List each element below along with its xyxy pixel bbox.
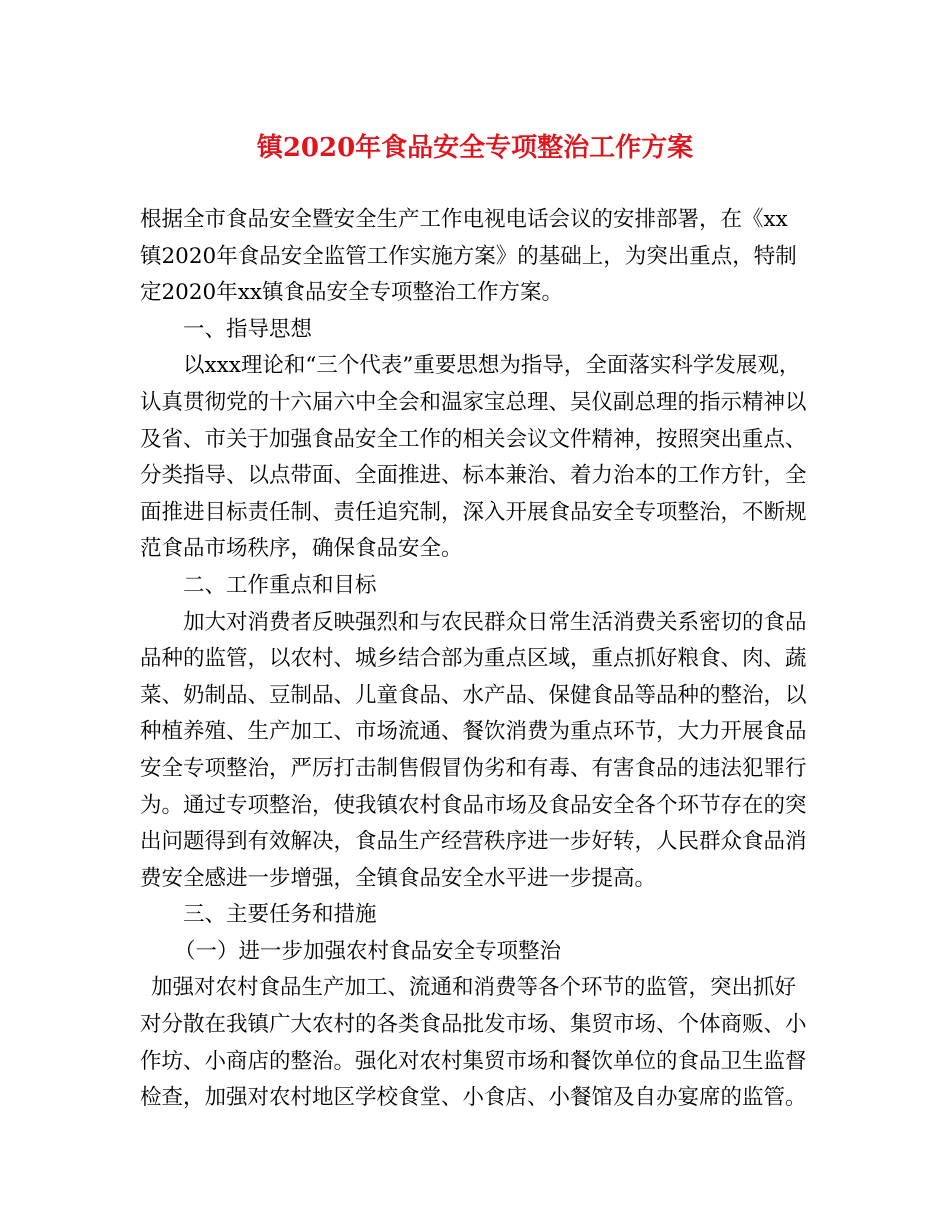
section-heading: 一、指导思想: [183, 316, 313, 342]
paragraph-line: 面推进目标责任制、责任追究制，深入开展食品安全专项整治，不断规: [140, 499, 807, 525]
paragraph-line: 出问题得到有效解决，食品生产经营秩序进一步好转，人民群众食品消: [140, 829, 807, 855]
paragraph-line: 及省、市关于加强食品安全工作的相关会议文件精神，按照突出重点、: [140, 426, 807, 452]
paragraph-line: 种植养殖、生产加工、市场流通、餐饮消费为重点环节，大力开展食品: [140, 719, 807, 745]
paragraph-line: 作坊、小商店的整治。强化对农村集贸市场和餐饮单位的食品卫生监督: [140, 1048, 807, 1074]
document-title: 镇2020年食品安全专项整治工作方案: [256, 133, 694, 163]
paragraph-line: 分类指导、以点带面、全面推进、标本兼治、着力治本的工作方针，全: [140, 463, 807, 489]
paragraph-line: 费安全感进一步增强，全镇食品安全水平进一步提高。: [140, 865, 657, 891]
paragraph-line: 定2020年xx镇食品安全专项整治工作方案。: [140, 280, 563, 306]
paragraph-line: 安全专项整治，严厉打击制售假冒伪劣和有毒、有害食品的违法犯罪行: [140, 755, 807, 781]
section-heading: 二、工作重点和目标: [183, 572, 377, 598]
section-heading: 三、主要任务和措施: [183, 902, 377, 928]
paragraph-line: 认真贯彻党的十六届六中全会和温家宝总理、吴仪副总理的指示精神以: [140, 389, 807, 415]
paragraph-line: 以xxx理论和“三个代表”重要思想为指导，全面落实科学发展观，: [183, 353, 801, 379]
paragraph-line: 检查，加强对农村地区学校食堂、小食店、小餐馆及自办宴席的监管。: [140, 1085, 807, 1111]
paragraph-line: 加强对农村食品生产加工、流通和消费等各个环节的监管，突出抓好: [151, 975, 797, 1001]
paragraph-line: 对分散在我镇广大农村的各类食品批发市场、集贸市场、个体商贩、小: [140, 1012, 807, 1038]
paragraph-line: 加大对消费者反映强烈和与农民群众日常生活消费关系密切的食品: [183, 609, 807, 635]
subsection-heading: （一）进一步加强农村食品安全专项整治: [174, 938, 562, 964]
document-body: [140, 202, 820, 1117]
paragraph-line: 根据全市食品安全暨安全生产工作电视电话会议的安排部署，在《xx: [140, 207, 788, 232]
paragraph-line: 品种的监管，以农村、城乡结合部为重点区域，重点抓好粮食、肉、蔬: [140, 646, 807, 672]
paragraph-line: 范食品市场秩序，确保食品安全。: [140, 536, 463, 562]
paragraph-line: 菜、奶制品、豆制品、儿童食品、水产品、保健食品等品种的整治，以: [140, 682, 807, 708]
paragraph-line: 为。通过专项整治，使我镇农村食品市场及食品安全各个环节存在的突: [140, 792, 807, 818]
paragraph-line: 镇2020年食品安全监管工作实施方案》的基础上，为突出重点，特制: [140, 243, 797, 269]
